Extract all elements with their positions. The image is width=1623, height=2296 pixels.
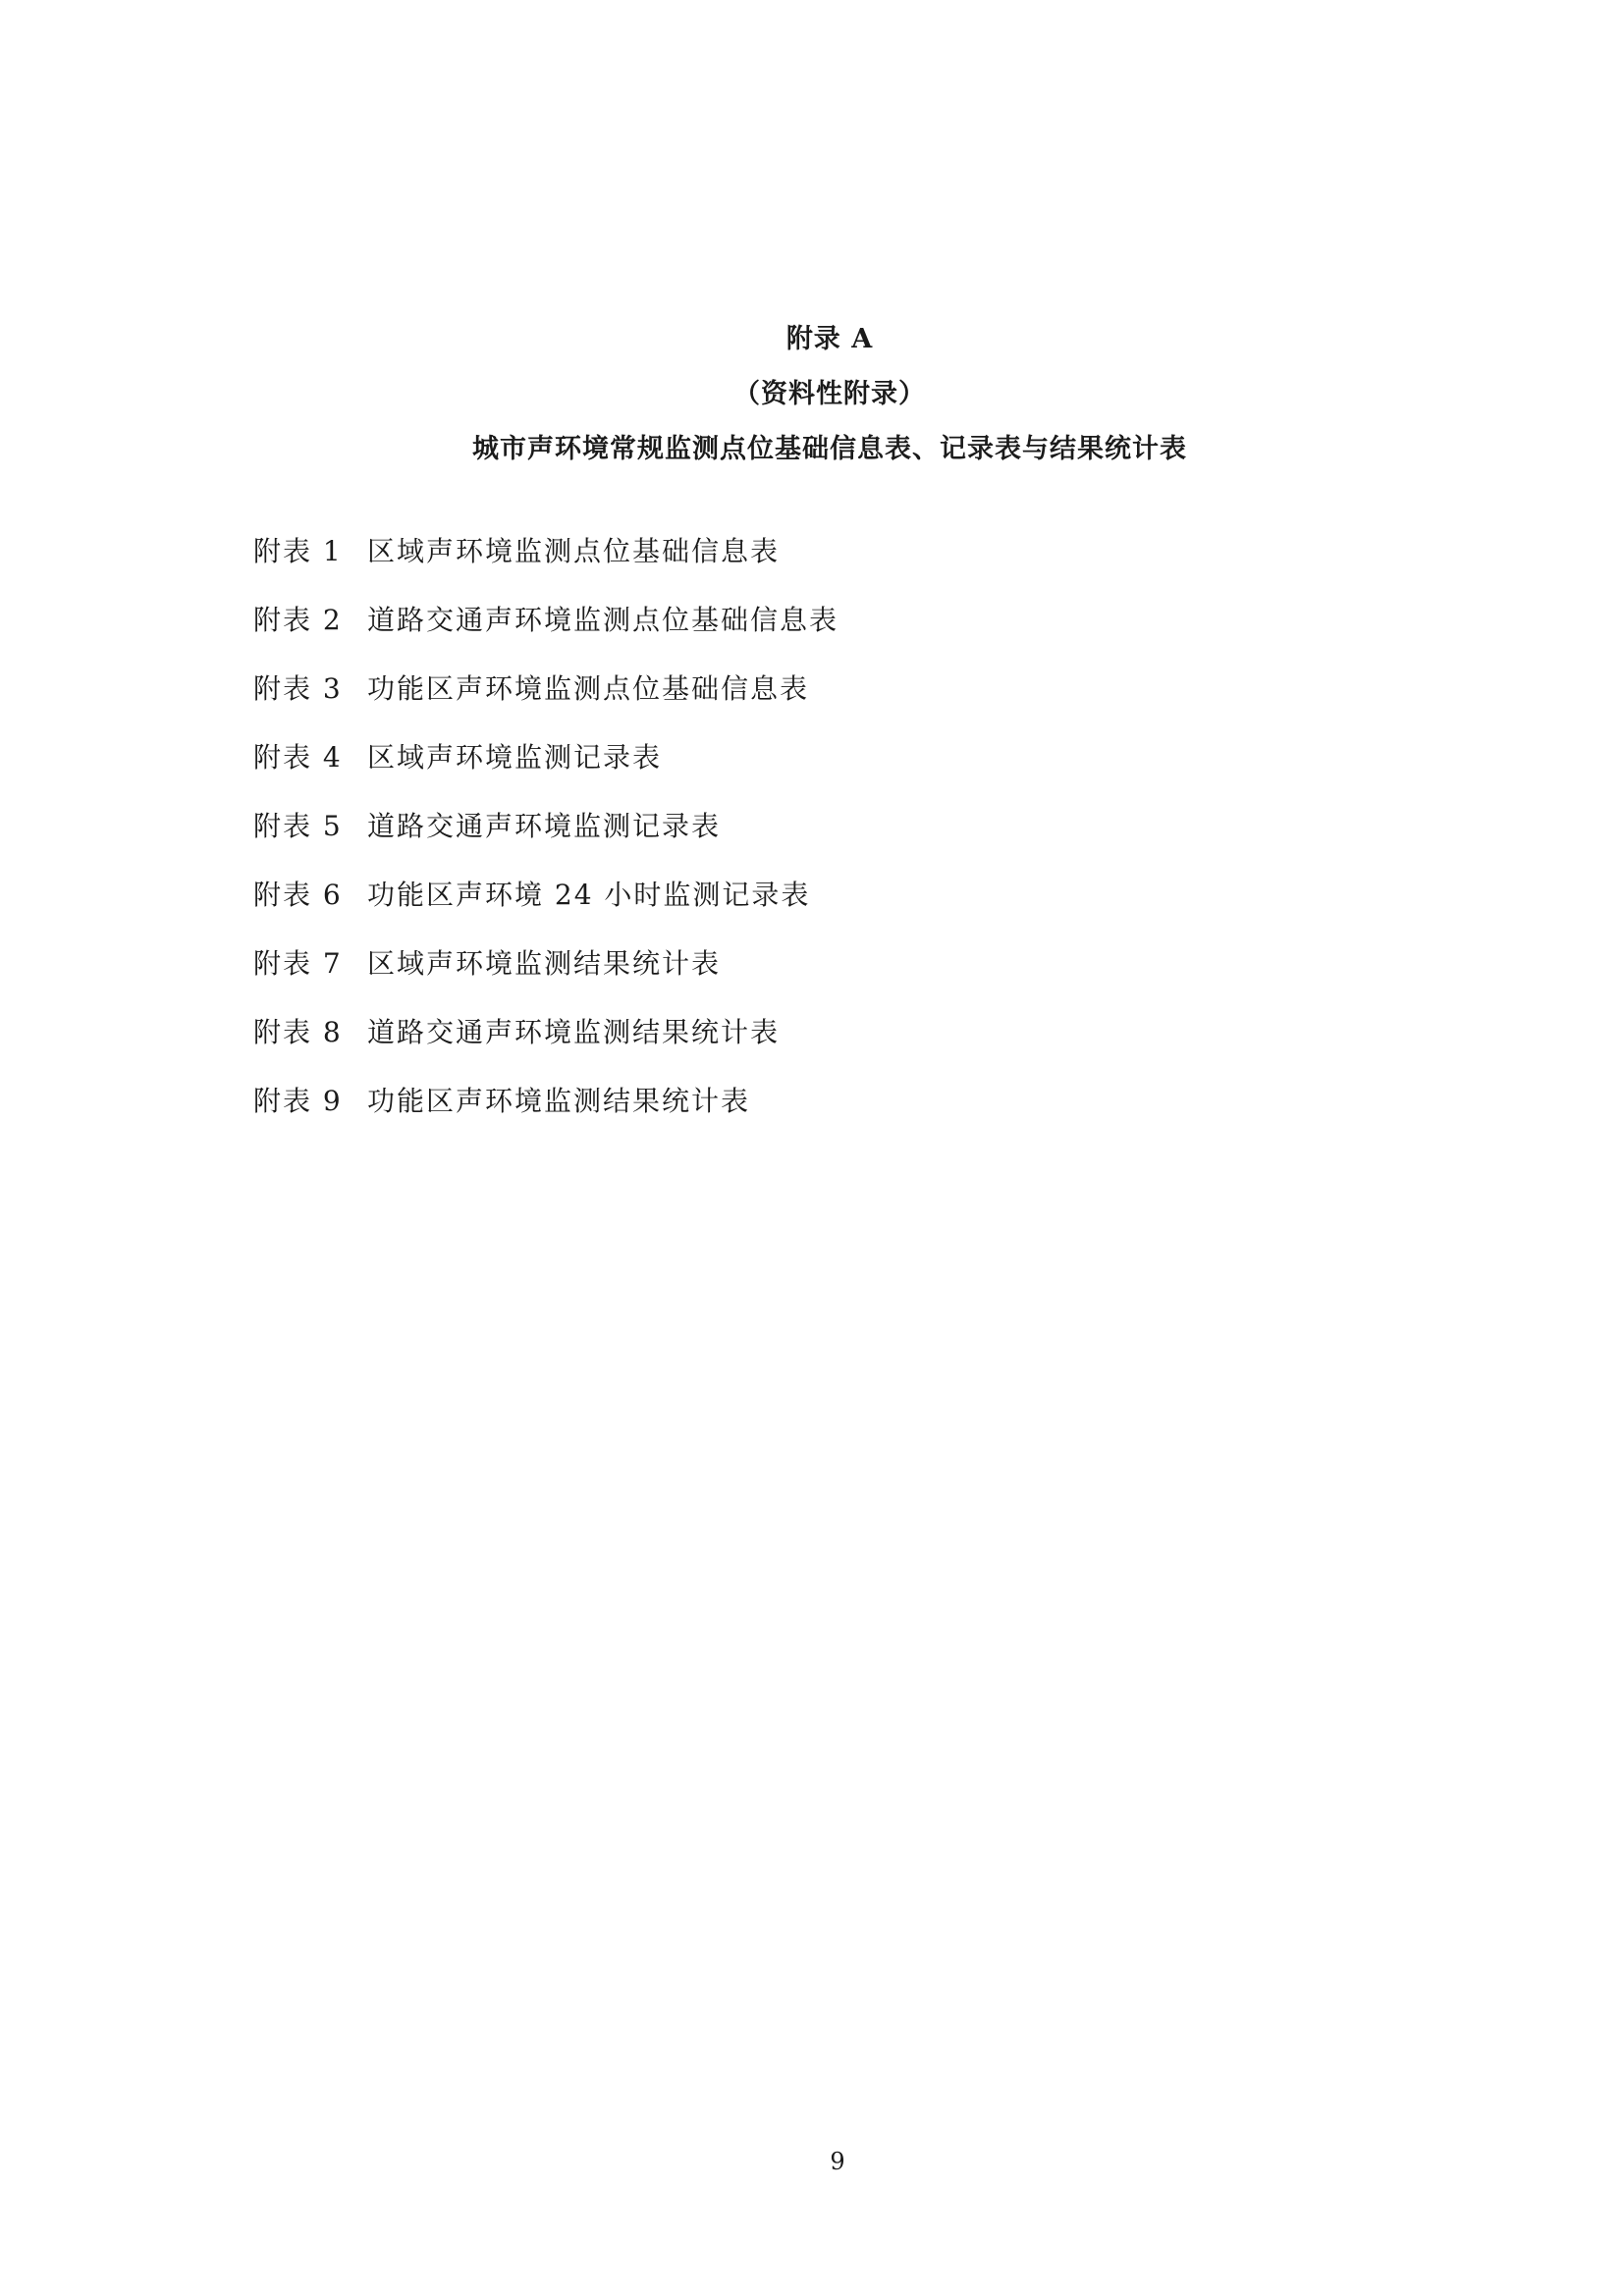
table-title: 区域声环境监测结果统计表 — [367, 947, 722, 980]
appendix-header — [0, 312, 1623, 477]
table-title: 功能区声环境监测结果统计表 — [367, 1085, 751, 1117]
appendix-table-list — [253, 526, 839, 1145]
list-item — [253, 1076, 839, 1145]
table-title: 区域声环境监测记录表 — [367, 741, 663, 774]
table-title: 区域声环境监测点位基础信息表 — [367, 535, 781, 567]
table-number: 附表 6 — [253, 879, 343, 911]
appendix-subtitle: 城市声环境常规监测点位基础信息表、记录表与结果统计表 — [472, 434, 1187, 464]
list-item — [253, 801, 839, 870]
table-number: 附表 5 — [253, 810, 343, 842]
list-item — [253, 870, 839, 938]
list-item — [253, 732, 839, 801]
table-number: 附表 3 — [253, 672, 343, 705]
table-number: 附表 4 — [253, 741, 343, 774]
table-number: 附表 9 — [253, 1085, 343, 1117]
table-title: 功能区声环境 24 小时监测记录表 — [367, 879, 811, 911]
list-item — [253, 526, 839, 595]
list-item — [253, 664, 839, 732]
table-number: 附表 2 — [253, 604, 343, 636]
appendix-title: 附录 A — [785, 324, 874, 354]
page-number: 9 — [830, 2148, 845, 2175]
table-number: 附表 7 — [253, 947, 343, 980]
table-title: 道路交通声环境监测记录表 — [367, 810, 722, 842]
table-number: 附表 8 — [253, 1016, 343, 1048]
table-number: 附表 1 — [253, 535, 343, 567]
appendix-type: （资料性附录） — [733, 379, 926, 409]
table-title: 道路交通声环境监测结果统计表 — [367, 1016, 781, 1048]
list-item — [253, 1007, 839, 1076]
list-item — [253, 938, 839, 1007]
table-title: 道路交通声环境监测点位基础信息表 — [367, 604, 839, 636]
table-title: 功能区声环境监测点位基础信息表 — [367, 672, 810, 705]
list-item — [253, 595, 839, 664]
